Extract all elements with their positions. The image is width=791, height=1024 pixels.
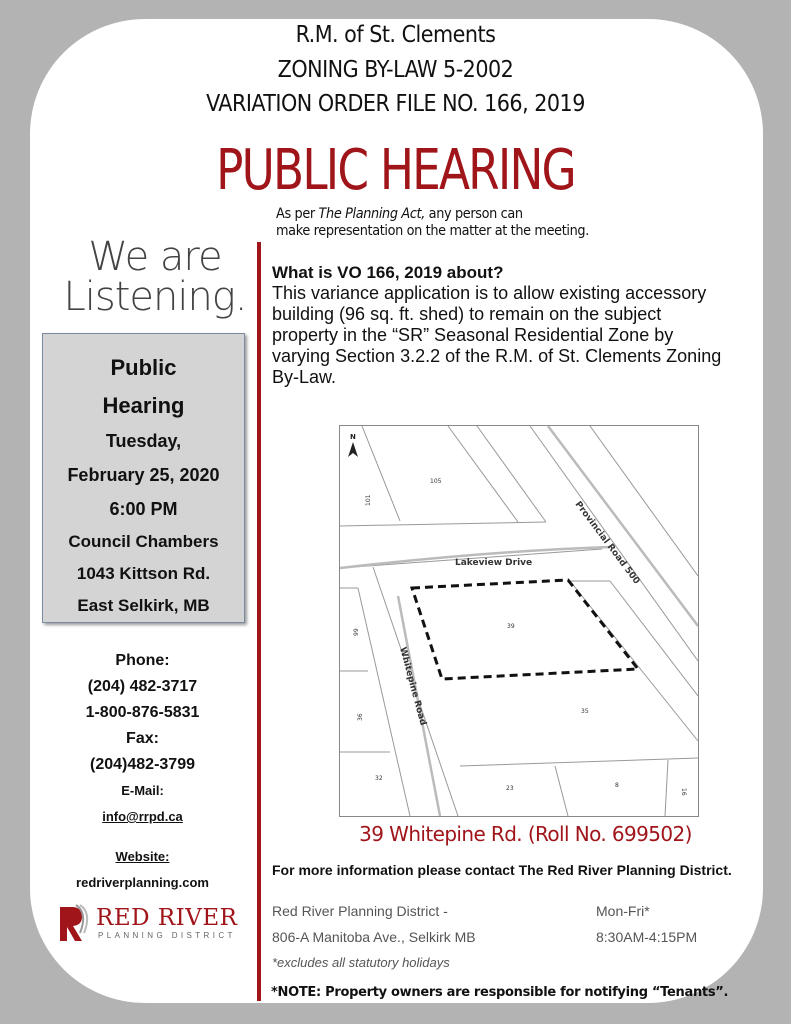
email-link[interactable]: info@rrpd.ca <box>102 809 183 824</box>
bylaw-heading: ZONING BY-LAW 5-2002 <box>277 57 514 83</box>
more-info-text: For more information please contact The Red River Planning District. <box>272 862 732 878</box>
hearing-time: 6:00 PM <box>109 499 178 519</box>
tenant-note: *NOTE: Property owners are responsible for notifying “Tenants”. <box>271 985 729 1000</box>
fax-label: Fax: <box>126 730 159 747</box>
hearing-box-title1: Public <box>110 355 177 380</box>
svg-text:35: 35 <box>581 708 589 715</box>
about-text: This variance application is to allow existing accessory building (96 sq. ft. shed) to remain on the subject property in the “SR” Seasonal Residential Zone by varying Section 3.2.2 of the R.M. of St. Clements Zoning By-Law. <box>272 283 722 387</box>
about-question: What is VO 166, 2019 about? <box>272 263 504 282</box>
north-arrow-icon <box>348 433 358 457</box>
about-section <box>272 262 732 388</box>
listening-line2: Listening. <box>63 274 247 320</box>
svg-text:23: 23 <box>506 785 514 792</box>
hearing-street: 1043 Kittson Rd. <box>76 564 211 583</box>
office-address: 806-A Manitoba Ave., Selkirk MB <box>272 929 476 945</box>
red-river-logo <box>58 903 238 945</box>
spacer <box>42 830 243 844</box>
svg-text:39: 39 <box>507 623 515 630</box>
logo-name: RED RIVER <box>96 905 238 931</box>
holiday-exclusion: *excludes all statutory holidays <box>272 955 450 970</box>
phone-label: Phone: <box>115 652 170 669</box>
we-are-listening-heading <box>60 234 250 320</box>
planning-act-suffix: any person can <box>424 206 523 222</box>
svg-text:101: 101 <box>365 494 372 506</box>
svg-text:Provincial Road 500: Provincial Road 500 <box>572 499 642 587</box>
red-divider <box>257 242 261 1001</box>
planning-act-notice <box>276 206 589 240</box>
listening-line1: We are <box>88 234 222 280</box>
svg-text:32: 32 <box>375 775 383 782</box>
parcel-map <box>340 426 698 816</box>
page-title: PUBLIC HEARING <box>216 138 575 203</box>
email-label: E-Mail: <box>121 783 164 798</box>
road-lakeview-drive: Lakeview Drive <box>455 558 533 568</box>
property-address: 39 Whitepine Rd. (Roll No. 699502) <box>359 822 692 846</box>
hearing-date: February 25, 2020 <box>67 465 220 485</box>
svg-text:N: N <box>350 433 356 441</box>
hearing-box-title2: Hearing <box>102 393 185 418</box>
svg-text:Whitepine Road: Whitepine Road <box>397 646 428 727</box>
fax-number: (204)482-3799 <box>90 756 195 773</box>
svg-text:16: 16 <box>680 788 687 796</box>
planning-act-line2: make representation on the matter at the meeting. <box>276 223 589 239</box>
phone-number-2[interactable]: 1-800-876-5831 <box>85 704 200 721</box>
contact-info <box>42 648 243 896</box>
phone-number-1[interactable]: (204) 482-3717 <box>87 678 198 695</box>
lot-105: 105 <box>430 478 442 485</box>
hours-time: 8:30AM-4:15PM <box>596 929 698 945</box>
svg-text:99: 99 <box>353 628 360 636</box>
svg-text:36: 36 <box>357 713 364 721</box>
hearing-venue: Council Chambers <box>68 532 219 551</box>
planning-act-name: The Planning Act, <box>318 206 425 222</box>
hearing-city: East Selkirk, MB <box>77 596 210 615</box>
location-map <box>339 425 699 817</box>
office-name: Red River Planning District - <box>272 903 448 919</box>
logo-subtitle: PLANNING DISTRICT <box>98 931 236 940</box>
file-number-heading: VARIATION ORDER FILE NO. 166, 2019 <box>206 91 585 117</box>
website-label: Website: <box>115 849 170 864</box>
hearing-details-box <box>42 333 245 623</box>
hearing-day: Tuesday, <box>105 431 182 451</box>
planning-act-prefix: As per <box>276 206 319 222</box>
svg-text:8: 8 <box>615 782 619 789</box>
website-link[interactable]: redriverplanning.com <box>76 875 209 890</box>
hours-days: Mon-Fri* <box>596 903 650 919</box>
municipality-heading: R.M. of St. Clements <box>295 22 496 48</box>
